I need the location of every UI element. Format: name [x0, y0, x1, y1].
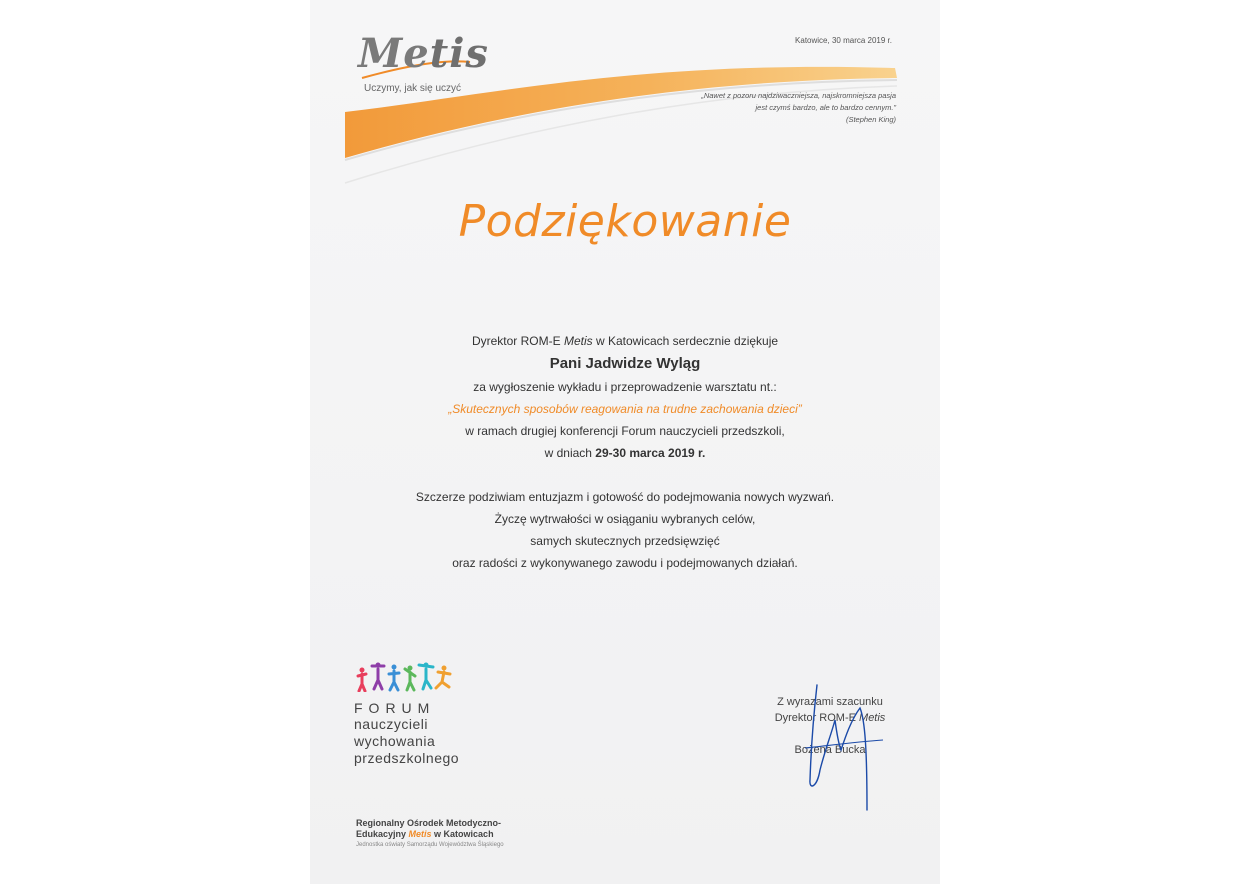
handwritten-signature [805, 680, 885, 815]
wish-line: oraz radości z wykonywanego zawodu i podejmowanych działań. [452, 556, 798, 570]
certificate-title: Podziękowanie [458, 196, 792, 247]
intro-line: Dyrektor ROM-E Metis w Katowicach serdecznie dziękuje [471, 334, 779, 348]
workshop-topic: „Skutecznych sposobów reagowania na trudne zachowania dzieci” [448, 402, 802, 416]
wish-line: samych skutecznych przedsięwzięć [530, 534, 720, 548]
institution-footer [356, 818, 504, 851]
document-date: Katowice, 30 marca 2019 r. [795, 36, 892, 45]
certificate-body [310, 330, 940, 464]
forum-subtitle-line: nauczycieli [354, 716, 428, 732]
recipient-name: Pani Jadwidze Wyląg [549, 355, 701, 372]
quote-line: „Nawet z pozoru najdziwaczniejsza, najskromniejsza pasja [701, 91, 896, 100]
logo-tagline: Uczymy, jak się uczyć [364, 83, 462, 94]
forum-subtitle-line: przedszkolnego [354, 750, 460, 766]
footer-line: Edukacyjny Metis w Katowicach [356, 829, 494, 839]
conference-line: w ramach drugiej konferencji Forum nauczycieli przedszkoli, [465, 424, 785, 438]
quote-line: jest czymś bardzo, ale to bardzo cennym.” [755, 103, 896, 112]
forum-logo [354, 660, 464, 767]
wish-line: Szczerze podziwiam entuzjazm i gotowość do podejmowania nowych wyzwań. [415, 490, 835, 504]
dates-line: w dniach 29-30 marca 2019 r. [544, 446, 706, 460]
forum-subtitle-line: wychowania [354, 733, 436, 749]
jumping-children-icon [354, 660, 464, 692]
footer-line: Regionalny Ośrodek Metodyczno- [356, 818, 502, 828]
closing-line: Z wyrazami szacunku [777, 696, 883, 708]
wishes-block [310, 486, 940, 574]
forum-title: FORUM [354, 700, 436, 716]
footer-subline: Jednostka oświaty Samorządu Województwa Śląskiego [356, 842, 504, 848]
certificate-page [310, 0, 940, 884]
quote-author: (Stephen King) [845, 115, 896, 124]
metis-logo: Metis [358, 30, 489, 77]
signer-role: Dyrektor ROM-E Metis [774, 712, 886, 724]
epigraph-quote [701, 90, 896, 126]
reason-line: za wygłoszenie wykładu i przeprowadzenie warsztatu nt.: [473, 380, 777, 394]
wish-line: Życzę wytrwałości w osiąganiu wybranych celów, [494, 512, 756, 526]
signer-name: Bożena Bucka [794, 744, 866, 756]
